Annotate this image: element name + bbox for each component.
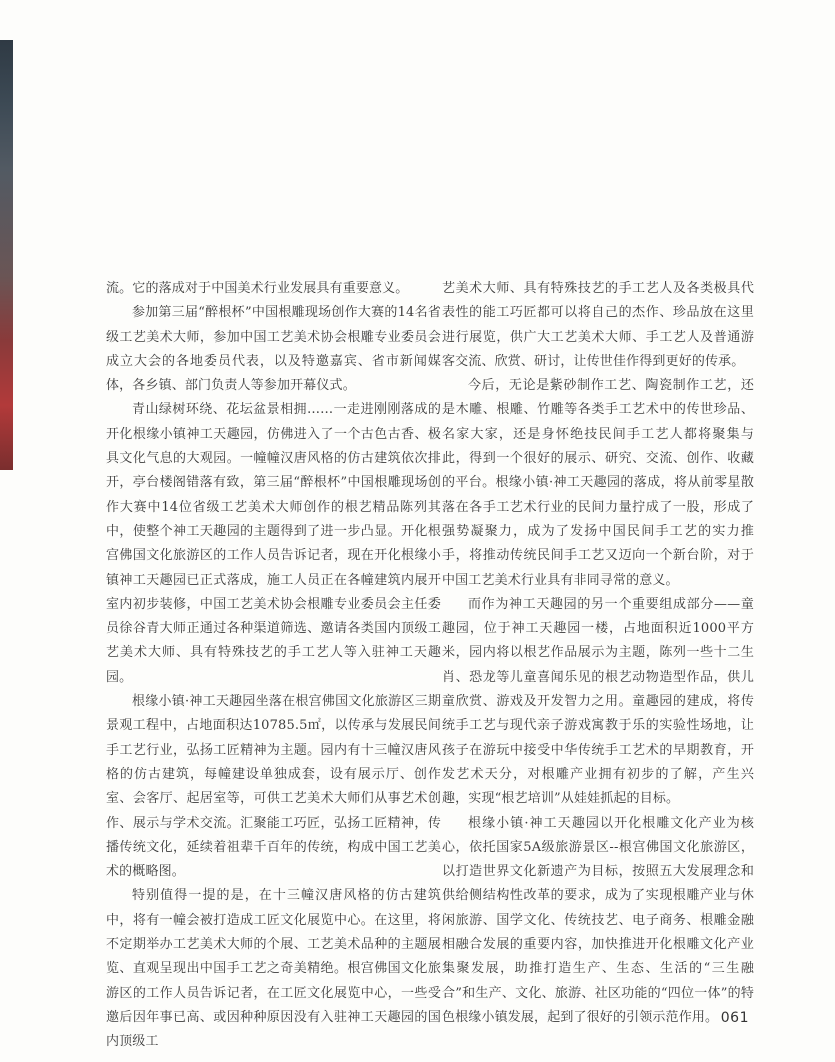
edge-photo-strip [0, 40, 13, 470]
paragraph: 青山绿树环绕、花坛盆景相拥……一走进刚刚落成的开化根缘小镇神工天趣园，仿佛进入了一个古色古香、极具文化气息的大观园。一幢幢汉唐风格的仿古建筑依次排开，亭台楼阁错落有致，第三届“醉根杯”中国根雕现场创作大赛中14位省级工艺美术大师创作的根艺精品陈列其中，使整个神工天趣园的主题得到了进一步凸显。开化根宫佛国文化旅游区的工作人员告诉记者，现在开化根缘小镇神工天趣园已正式落成，施工人员正在各幢建筑内展开室内初步装修，中国工艺美术协会根雕专业委员会主任委员徐谷青大师正通过各种渠道筛选、邀请各类国内顶级工艺美术大师、具有特殊技艺的手工艺人等入驻神工天趣园。 [106, 402, 441, 685]
paragraph: 特别值得一提的是，在十三幢汉唐风格的仿古建筑中，将有一幢会被打造成工匠文化展览中心。在这里，将不定期举办工艺美术大师的个展、工艺美术品种的主题展览、直观呈现出中国手工艺之奇美精绝。根宫佛国文化旅游区的工作人员告诉记者，在工匠文化展览中心，一些受邀后因年事已高、或因种种原因没有入驻神工天趣园的国内顶级工 [106, 888, 441, 1050]
page-number: 061 [720, 1010, 749, 1026]
paragraph: 根缘小镇·神工天趣园坐落在根宫佛国文化旅游区三期景观工程中，占地面积达10785.5㎡，以传承与发展民间手工艺行业，弘扬工匠精神为主题。园内有十三幢汉唐风格的仿古建筑，每幢建设单独成套，设有展示厅、创作室、会客厅、起居室等，可供工艺美术大师们从事艺术创作、展示与学术交流。汇聚能工巧匠，弘扬工匠精神，传播传统文化，延续着祖辈千百年的传统，构成中国工艺美术的概略图。 [106, 694, 441, 880]
paragraph: 参加第三届“醉根杯”中国根雕现场创作大赛的14名省级工艺美术大师，参加中国工艺美术协会根雕专业委员会成立大会的各地委员代表，以及特邀嘉宾、省市新闻媒体，各乡镇、部门负责人等参加开幕仪式。 [106, 305, 441, 394]
right-column [442, 277, 754, 1030]
paragraph: 流。它的落成对于中国美术行业发展具有重要意义。 [106, 281, 409, 296]
left-column [106, 277, 441, 1055]
paragraph: 根缘小镇·神工天趣园以开化根雕文化产业为核心，依托国家5A级旅游景区--根宫佛国文化旅游区，以打造世界文化新遗产为目标，按照五大发展理念和供给侧结构性改革的要求，成为了实现根雕产业与休闲旅游、国学文化、传统技艺、电子商务、根雕金融相融合发展的重要内容，加快推进开化根雕文化产业集聚发展，助推打造生产、生态、生活的“三生融合”和生产、文化、旅游、社区功能的“四位一体”的特色根缘小镇发展，起到了很好的引领示范作用。 [442, 815, 754, 1025]
paragraph: 今后，无论是紫砂制作工艺、陶瓷制作工艺，还是木雕、根雕、竹雕等各类手工艺术中的传世珍品、名家大家，还是身怀绝技民间手工艺人都将聚集与此，得到一个很好的展示、研究、交流、创作、收藏的平台。根缘小镇·神工天趣园的落成，将从前零星散落在各手工艺术行业的民间力量拧成了一股，形成了强势凝聚力，成为了发扬中国民间手工艺的实力推手，将推动传统民间手工艺又迈向一个新台阶，对于中国工艺美术行业具有非同寻常的意义。 [442, 378, 754, 588]
paragraph: 而作为神工天趣园的另一个重要组成部分——童趣园，位于神工天趣园一楼，占地面积近1000平方米，园内将以根艺作品展示为主题，陈列一些十二生肖、恐龙等儿童喜闻乐见的根艺动物造型作品，供儿童欣赏、游戏及开发智力之用。童趣园的建成，将传统手工艺与现代亲子游戏寓教于乐的实验性场地，让孩子在游玩中接受中华传统手工艺术的早期教育，开发艺术天分，对根雕产业拥有初步的了解，产生兴趣，实现“根艺培训”从娃娃抓起的目标。 [442, 596, 754, 807]
paragraph: 艺美术大师、具有特殊技艺的手工艺人及各类极具代表性的能工巧匠都可以将自己的杰作、珍品放在这里进行展览，供广大工艺美术大师、手工艺人及普通游客交流、欣赏、研讨，让传世佳作得到更好的传承。 [442, 281, 754, 369]
